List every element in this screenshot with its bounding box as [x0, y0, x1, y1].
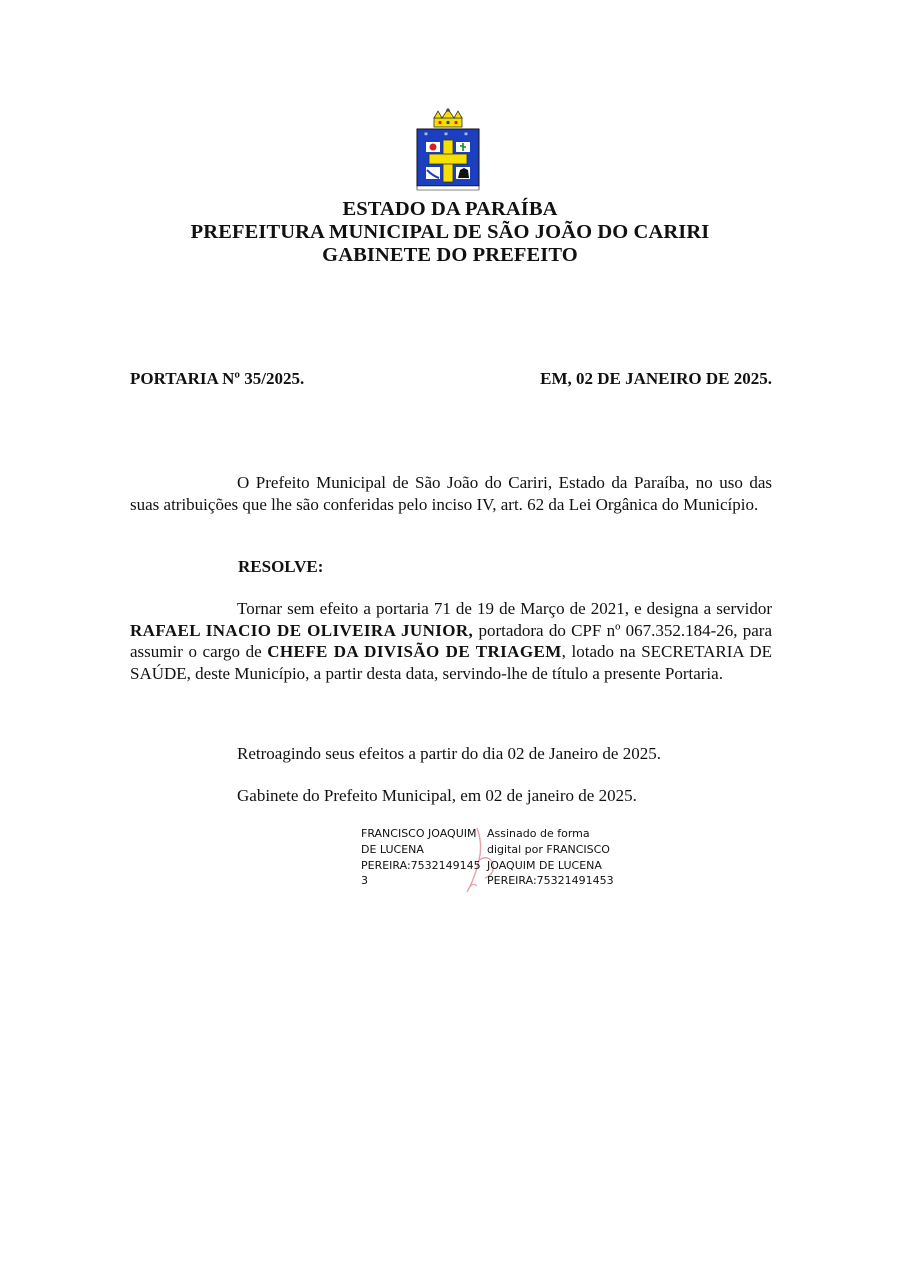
municipal-crest-icon — [414, 108, 482, 194]
signature-statement-line-2: digital por FRANCISCO — [487, 842, 610, 856]
preamble-paragraph — [130, 472, 772, 515]
retroactive-effect-text: Retroagindo seus efeitos a partir do dia 02 de Janeiro de 2025. — [237, 744, 661, 763]
svg-text:*: * — [444, 131, 448, 140]
signer-line-1: FRANCISCO JOAQUIM — [361, 827, 477, 840]
signer-identity — [361, 826, 486, 889]
signature-statement-line-1: Assinado de forma — [487, 827, 590, 840]
signature-statement-line-4: PEREIRA:75321491453 — [487, 874, 614, 888]
servant-name: RAFAEL INACIO DE OLIVEIRA JUNIOR, — [130, 620, 474, 640]
header-state: ESTADO DA PARAÍBA — [342, 198, 558, 220]
signature-statement — [487, 826, 617, 889]
signer-line-3: PEREIRA:7532149145 — [361, 858, 481, 872]
portaria-date: EM, 02 DE JANEIRO DE 2025. — [540, 369, 772, 388]
header-office: GABINETE DO PREFEITO — [322, 244, 578, 266]
svg-text:*: * — [464, 131, 468, 140]
digital-signature — [361, 826, 621, 896]
closing-text: Gabinete do Prefeito Municipal, em 02 de janeiro de 2025. — [237, 786, 637, 805]
document-header — [0, 198, 900, 267]
signer-line-4: 3 — [361, 874, 368, 888]
resolve-label: RESOLVE: — [238, 557, 324, 576]
header-prefecture: PREFEITURA MUNICIPAL DE SÃO JOÃO DO CARIRI — [190, 221, 710, 243]
portaria-number: PORTARIA Nº 35/2025. — [130, 369, 305, 388]
resolution-text-part2: portadora do CPF nº 067.352.184-26, para assumir o cargo de — [130, 620, 772, 661]
resolution-text-part3: , lotado na SECRETARIA DE SAÚDE, deste Município, a partir desta data, servindo-lhe de título a presente Portaria. — [130, 642, 772, 683]
signer-line-2: DE LUCENA — [361, 842, 424, 856]
portaria-heading — [130, 369, 772, 393]
svg-text:*: * — [424, 131, 428, 140]
resolution-text-part1: Tornar sem efeito a portaria 71 de 19 de Março de 2021, e designa a servidor — [237, 599, 772, 618]
position-title: CHEFE DA DIVISÃO DE TRIAGEM — [267, 642, 562, 661]
signature-statement-line-3: JOAQUIM DE LUCENA — [487, 858, 602, 872]
resolution-paragraph — [130, 598, 772, 684]
preamble-text: O Prefeito Municipal de São João do Cariri, Estado da Paraíba, no uso das suas atribuições que lhe são conferidas pelo inciso IV, art. 62 da Lei Orgânica do Município. — [130, 473, 772, 514]
